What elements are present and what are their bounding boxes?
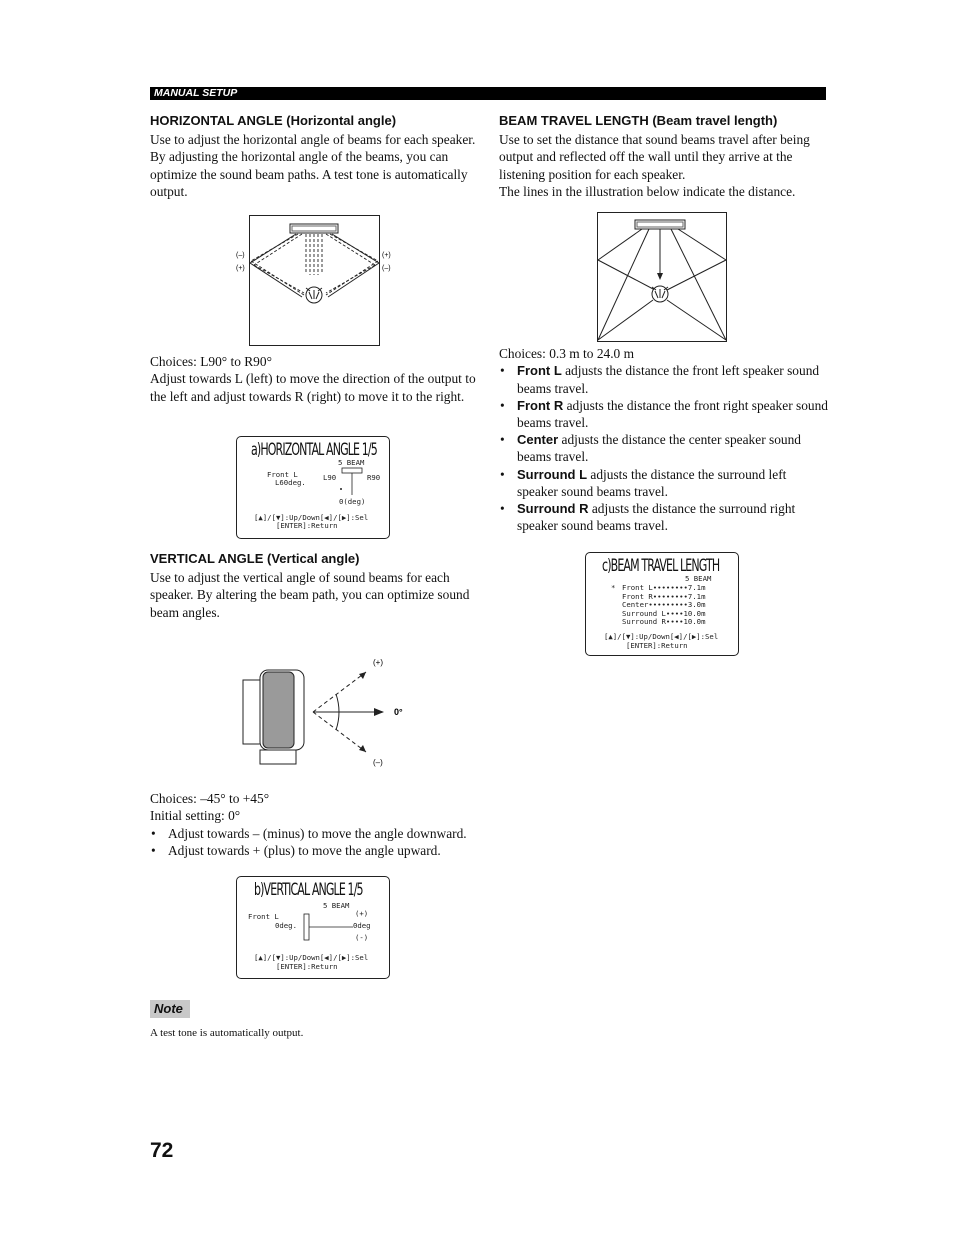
- osd-c-row: Front R••••••••7.1m: [622, 591, 706, 601]
- vertical-angle-section: [150, 551, 480, 621]
- osd-c-row: Surround L••••10.0m: [622, 608, 706, 618]
- beam-travel-choices-block: [499, 345, 829, 534]
- beam-bullet-front-l: • Front L adjusts the distance the front left speaker sound beams travel.: [499, 362, 829, 396]
- page-number: 72: [150, 1139, 174, 1162]
- vertical-bullets: [150, 825, 485, 859]
- osd-v-minus: (-): [355, 933, 369, 942]
- beam-travel-diagram: [597, 212, 728, 343]
- osd-c-cursor: *: [611, 583, 616, 592]
- osd-v-nav: [▲]/[▼]:Up/Down[◀]/[▶]:Sel: [254, 953, 369, 962]
- v-minus-label: (–): [373, 758, 383, 767]
- listener-icon: [652, 286, 668, 302]
- vertical-angle-heading: VERTICAL ANGLE (Vertical angle): [150, 551, 360, 566]
- osd-beam-travel: [585, 552, 739, 656]
- osd-v-zero: 0deg: [353, 921, 371, 930]
- horizontal-choices-block: [150, 353, 482, 405]
- vertical-bullet: • Adjust towards + (plus) to move the angle upward.: [150, 842, 485, 859]
- beam-travel-heading: BEAM TRAVEL LENGTH (Beam travel length): [499, 113, 778, 128]
- h-minus-left: (–): [236, 252, 245, 259]
- osd-h-zero: 0(deg): [339, 497, 366, 506]
- vertical-angle-diagram: [236, 654, 416, 772]
- beam-travel-body: Use to set the distance that sound beams travel after being output and reflected off the wall until they arrive at the listening position for each speaker.: [499, 132, 810, 182]
- osd-h-title: a)HORIZONTAL ANGLE 1/5: [251, 440, 377, 460]
- beam-bullet-front-r: • Front R adjusts the distance the front right speaker sound beams travel.: [499, 397, 829, 431]
- section-header-bar: [150, 87, 826, 100]
- osd-horizontal-angle: [236, 436, 390, 539]
- speaker-side-icon: [243, 670, 304, 764]
- beam-bullet-surround-r: • Surround R adjusts the distance the surround right speaker sound beams travel.: [499, 500, 829, 534]
- osd-c-row: Center•••••••••3.0m: [622, 600, 706, 610]
- osd-v-plus: (+): [355, 909, 369, 918]
- vertical-choices: Choices: –45° to +45°: [150, 791, 270, 806]
- beam-travel-choices: Choices: 0.3 m to 24.0 m: [499, 346, 635, 361]
- osd-h-right-label: R90: [367, 473, 381, 482]
- osd-h-nav: [▲]/[▼]:Up/Down[◀]/[▶]:Sel: [254, 513, 369, 522]
- osd-c-beam: 5 BEAM: [685, 574, 712, 583]
- beam-bullet-center: • Center adjusts the distance the center speaker sound beams travel.: [499, 431, 829, 465]
- note-text: A test tone is automatically output.: [150, 1027, 304, 1039]
- osd-c-enter: [ENTER]:Return: [626, 640, 688, 650]
- horizontal-angle-diagram: [236, 215, 394, 347]
- osd-v-enter: [ENTER]:Return: [276, 962, 338, 971]
- horizontal-adjust: Adjust towards L (left) to move the direction of the output to the left and adjust towards R (right) to move it to the right.: [150, 371, 476, 404]
- osd-v-beam: 5 BEAM: [323, 901, 350, 910]
- h-plus-right: (+): [382, 252, 391, 259]
- note-label: Note: [154, 1001, 183, 1016]
- vertical-choices-block: [150, 790, 485, 859]
- osd-h-enter: [ENTER]:Return: [276, 521, 338, 530]
- osd-v-channel: Front L: [248, 912, 279, 921]
- v-plus-label: (+): [373, 658, 383, 667]
- osd-v-title: b)VERTICAL ANGLE 1/5: [254, 880, 363, 900]
- vertical-angle-body: Use to adjust the vertical angle of sound beams for each speaker. By altering the beam path, you can optimize sound beam angles.: [150, 570, 470, 620]
- osd-v-value: 0deg.: [275, 921, 297, 930]
- osd-c-nav: [▲]/[▼]:Up/Down[◀]/[▶]:Sel: [604, 632, 719, 641]
- horizontal-angle-body: Use to adjust the horizontal angle of beams for each speaker. By adjusting the horizontal angle of the beams, you can optimize the sound beam paths. A test tone is automatically output.: [150, 132, 476, 199]
- osd-h-beam: 5 BEAM: [338, 458, 365, 467]
- osd-h-value: L60deg.: [275, 478, 306, 487]
- horizontal-angle-heading: HORIZONTAL ANGLE (Horizontal angle): [150, 113, 397, 128]
- beam-travel-section: [499, 113, 829, 200]
- note-label-box: [150, 1000, 190, 1018]
- osd-h-gauge: [337, 467, 367, 497]
- section-title: MANUAL SETUP: [154, 87, 238, 99]
- horizontal-angle-section: [150, 113, 480, 200]
- vertical-bullet: • Adjust towards – (minus) to move the angle downward.: [150, 825, 485, 842]
- osd-c-row: Surround R••••10.0m: [622, 617, 706, 627]
- beam-bullet-surround-l: • Surround L adjusts the distance the surround left speaker sound beams travel.: [499, 466, 829, 500]
- vertical-initial: Initial setting: 0°: [150, 808, 241, 824]
- osd-h-channel: Front L: [267, 470, 298, 479]
- beam-travel-bullets: [499, 362, 829, 534]
- beam-travel-lines-note: The lines in the illustration below indicate the distance.: [499, 183, 796, 199]
- osd-c-row: Front L••••••••7.1m: [622, 583, 706, 592]
- horizontal-choices: Choices: L90° to R90°: [150, 354, 272, 369]
- osd-v-gauge: [303, 913, 355, 943]
- v-zero-label: 0°: [394, 707, 403, 717]
- listener-icon: [306, 287, 322, 303]
- h-minus-right: (–): [382, 265, 391, 272]
- osd-c-title: c)BEAM TRAVEL LENGTH: [602, 556, 720, 576]
- osd-vertical-angle: [236, 876, 390, 979]
- h-plus-left: (+): [236, 265, 245, 272]
- osd-h-left-label: L90: [323, 473, 337, 482]
